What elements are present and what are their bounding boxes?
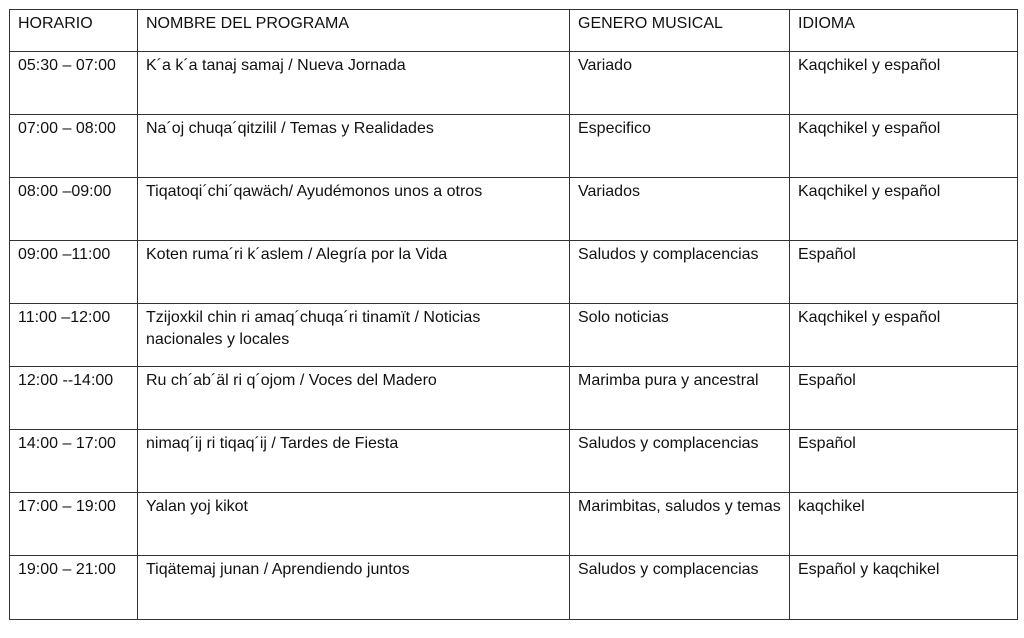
table-row xyxy=(10,178,1018,241)
cell-genero: Saludos y complacencias xyxy=(570,556,790,620)
cell-horario: 08:00 –09:00 xyxy=(10,178,138,241)
cell-programa: nimaq´ij ri tiqaq´ij / Tardes de Fiesta xyxy=(138,430,570,493)
cell-horario: 12:00 --14:00 xyxy=(10,367,138,430)
cell-horario: 09:00 –11:00 xyxy=(10,241,138,304)
cell-horario: 19:00 – 21:00 xyxy=(10,556,138,620)
cell-horario: 05:30 – 07:00 xyxy=(10,52,138,115)
cell-programa: Tiqatoqi´chi´qawäch/ Ayudémonos unos a otros xyxy=(138,178,570,241)
cell-idioma: Kaqchikel y español xyxy=(790,115,1018,178)
cell-horario: 11:00 –12:00 xyxy=(10,304,138,367)
cell-horario: 14:00 – 17:00 xyxy=(10,430,138,493)
cell-genero: Especifico xyxy=(570,115,790,178)
cell-genero: Solo noticias xyxy=(570,304,790,367)
cell-idioma: Kaqchikel y español xyxy=(790,52,1018,115)
cell-idioma: Español xyxy=(790,241,1018,304)
cell-idioma: Español xyxy=(790,430,1018,493)
cell-programa: Ru ch´ab´äl ri q´ojom / Voces del Madero xyxy=(138,367,570,430)
table-row xyxy=(10,493,1018,556)
table-header-row xyxy=(10,10,1018,52)
cell-programa: Na´oj chuqa´qitzilil / Temas y Realidades xyxy=(138,115,570,178)
cell-programa: Yalan yoj kikot xyxy=(138,493,570,556)
header-idioma: IDIOMA xyxy=(790,10,1018,52)
table-row xyxy=(10,52,1018,115)
cell-genero: Marimba pura y ancestral xyxy=(570,367,790,430)
cell-genero: Saludos y complacencias xyxy=(570,430,790,493)
cell-idioma: Kaqchikel y español xyxy=(790,304,1018,367)
header-genero-musical: GENERO MUSICAL xyxy=(570,10,790,52)
table-row xyxy=(10,115,1018,178)
header-horario: HORARIO xyxy=(10,10,138,52)
cell-idioma: Kaqchikel y español xyxy=(790,178,1018,241)
table-row xyxy=(10,430,1018,493)
cell-idioma: Español xyxy=(790,367,1018,430)
cell-idioma: Español y kaqchikel xyxy=(790,556,1018,620)
cell-programa: K´a k´a tanaj samaj / Nueva Jornada xyxy=(138,52,570,115)
table-row xyxy=(10,241,1018,304)
cell-genero: Saludos y complacencias xyxy=(570,241,790,304)
cell-horario: 17:00 – 19:00 xyxy=(10,493,138,556)
cell-genero: Variado xyxy=(570,52,790,115)
table-row xyxy=(10,556,1018,620)
cell-programa: Tiqätemaj junan / Aprendiendo juntos xyxy=(138,556,570,620)
cell-programa: Koten ruma´ri k´aslem / Alegría por la Vida xyxy=(138,241,570,304)
cell-idioma: kaqchikel xyxy=(790,493,1018,556)
cell-genero: Marimbitas, saludos y temas xyxy=(570,493,790,556)
table-row xyxy=(10,304,1018,367)
cell-horario: 07:00 – 08:00 xyxy=(10,115,138,178)
cell-genero: Variados xyxy=(570,178,790,241)
header-nombre-del-programa: NOMBRE DEL PROGRAMA xyxy=(138,10,570,52)
schedule-table xyxy=(9,9,1018,620)
table-row xyxy=(10,367,1018,430)
cell-programa: Tzijoxkil chin ri amaq´chuqa´ri tinamït / Noticias nacionales y locales xyxy=(138,304,570,367)
